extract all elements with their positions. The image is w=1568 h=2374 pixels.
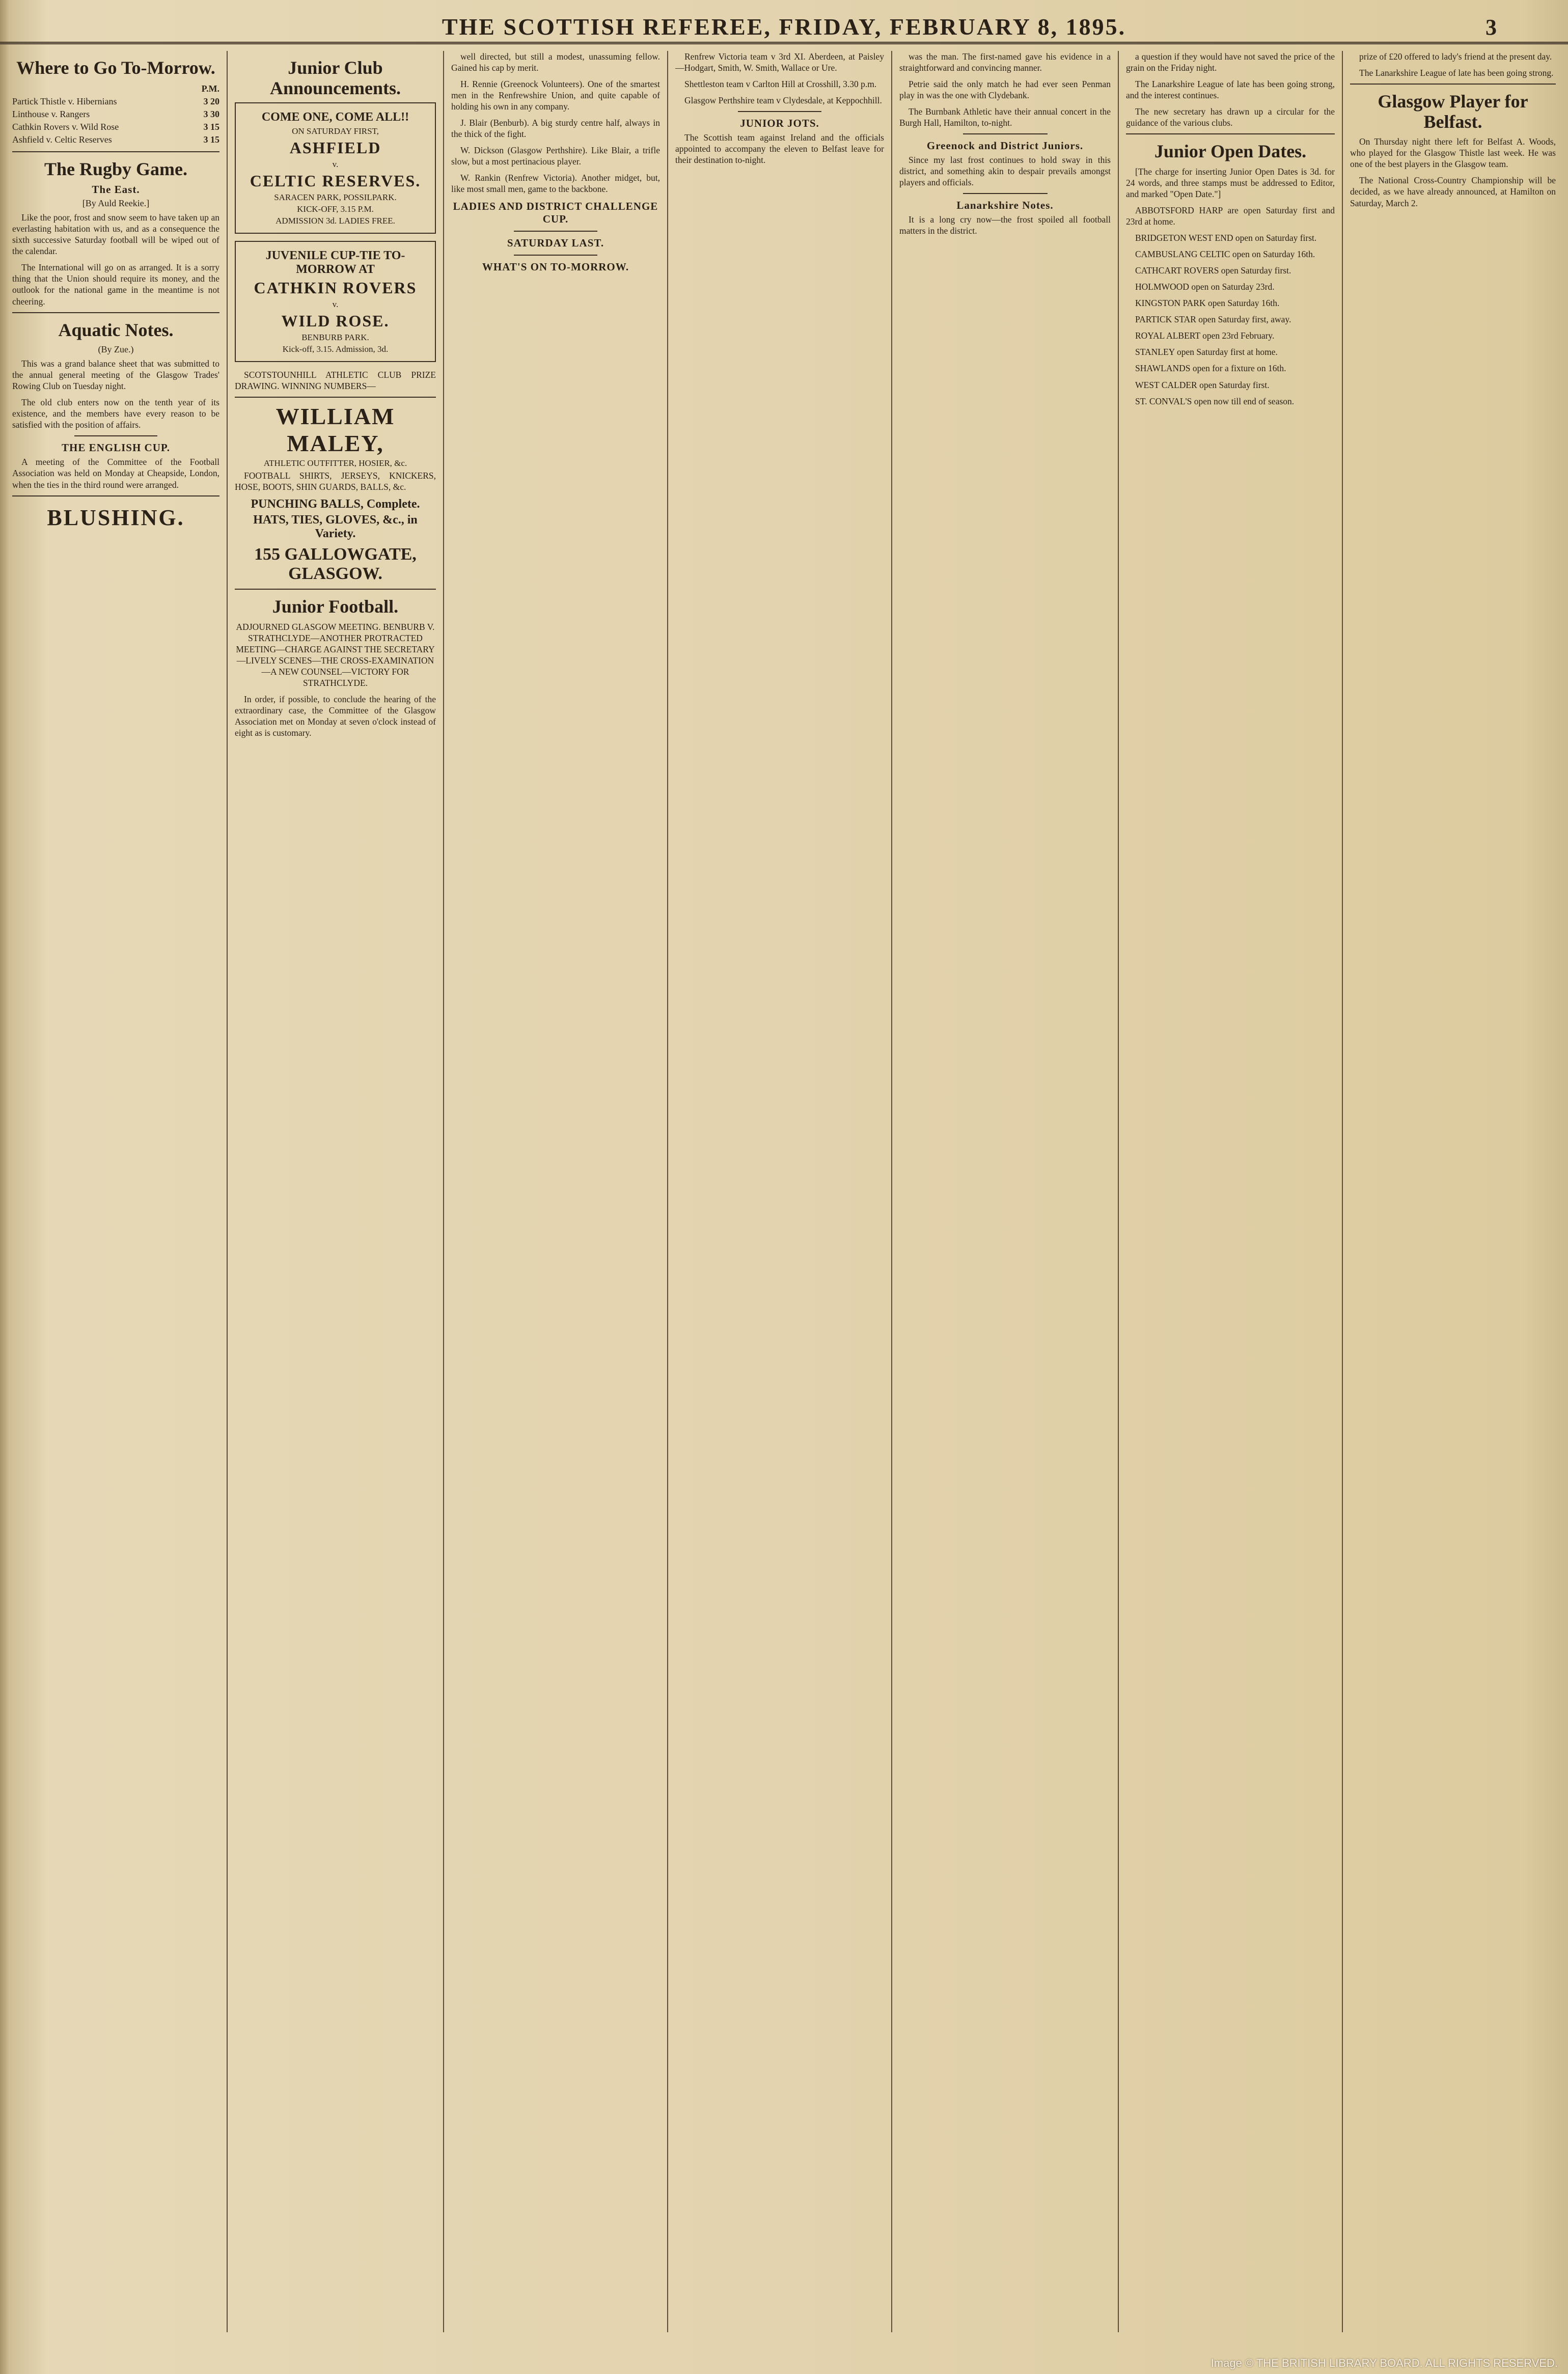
ashfield-advert: COME ONE, COME ALL!! ON SATURDAY FIRST, ASHFIELD v. CELTIC RESERVES. SARACEN PARK, POSSILPARK. KICK-OFF, 3.15 P.M. ADMISSION 3d. LADIES FREE. — [235, 102, 436, 234]
cathkin-rovers-advert: JUVENILE CUP-TIE TO-MORROW AT CATHKIN ROVERS v. WILD ROSE. BENBURB PARK. Kick-off, 3.15. Admission, 3d. — [235, 241, 436, 362]
section-subheading: WHAT'S ON TO-MORROW. — [482, 260, 629, 273]
open-date-entry: PARTICK STAR open Saturday first, away. — [1135, 314, 1291, 325]
article-paragraph: The Burnbank Athletic have their annual concert in the Burgh Hall, Hamilton, to-night. — [899, 106, 1111, 128]
divider — [738, 111, 821, 112]
article-paragraph: The new secretary has drawn up a circular for the guidance of the various clubs. — [1126, 106, 1335, 128]
scotstounhill-notice: SCOTSTOUNHILL ATHLETIC CLUB PRIZE DRAWING. WINNING NUMBERS— — [235, 370, 436, 392]
column-6 — [1118, 51, 1342, 2332]
divider — [514, 231, 597, 232]
open-dates-heading: Junior Open Dates. — [1154, 141, 1307, 162]
maley-items: FOOTBALL SHIRTS, JERSEYS, KNICKERS, HOSE, BOOTS, SHIN GUARDS, BALLS, &c. — [235, 471, 436, 492]
article-paragraph: On Thursday night there left for Belfast A. Woods, who played for the Glasgow Thistle last week. He was one of the best players in the Glasgow team. — [1350, 136, 1556, 170]
masthead-title: THE SCOTTISH REFEREE, FRIDAY, FEBRUARY 8, 1895. — [442, 14, 1126, 40]
rugby-heading: The Rugby Game. — [44, 158, 188, 179]
article-paragraph: W. Rankin (Renfrew Victoria). Another midget, but, like most small men, game to the backbone. — [451, 173, 660, 195]
column-1 — [5, 51, 227, 2332]
divider — [1350, 84, 1556, 85]
open-date-entry: HOLMWOOD open on Saturday 23rd. — [1135, 282, 1275, 292]
article-paragraph: Glasgow Perthshire team v Clydesdale, at Keppochhill. — [684, 95, 882, 106]
divider — [12, 312, 219, 313]
open-date-entry: BRIDGETON WEST END open on Saturday first. — [1135, 233, 1317, 243]
divider — [12, 495, 219, 496]
open-dates-note: [The charge for inserting Junior Open Dates is 3d. for 24 words, and three stamps must be addressed to Editor, and marked "Open Date."] — [1126, 166, 1335, 199]
article-paragraph: H. Rennie (Greenock Volunteers). One of the smartest men in the Renfrewshire Union, and quite capable of holding his own in any company. — [451, 79, 660, 112]
column-5 — [891, 51, 1118, 2332]
article-paragraph: prize of £20 offered to lady's friend at the present day. — [1359, 51, 1552, 62]
fixtures-table — [12, 82, 219, 146]
fixture-row: Linthouse v. Rangers 3 30 — [12, 108, 219, 119]
article-paragraph: Since my last frost continues to hold sway in this district, and something akin to despair prevails amongst players and officials. — [899, 155, 1111, 188]
open-date-entry: ABBOTSFORD HARP are open Saturday first and 23rd at home. — [1126, 205, 1335, 227]
fixture-row: Partick Thistle v. Hibernians 3 20 — [12, 96, 219, 106]
rugby-subheading: The East. — [92, 183, 140, 196]
open-date-entry: KINGSTON PARK open Saturday 16th. — [1135, 298, 1280, 309]
lanarkshire-heading: Lanarkshire Notes. — [956, 199, 1054, 212]
maley-punching: PUNCHING BALLS, Complete. — [251, 498, 420, 511]
open-date-entry: ROYAL ALBERT open 23rd February. — [1135, 330, 1275, 341]
column-2 — [227, 51, 443, 2332]
rugby-byline: [By Auld Reekie.] — [82, 198, 150, 209]
article-paragraph: J. Blair (Benburb). A big sturdy centre half, always in the thick of the fight. — [451, 118, 660, 140]
section-subheading: LADIES AND DISTRICT CHALLENGE CUP. — [453, 200, 658, 225]
maley-address: 155 GALLOWGATE, GLASGOW. — [254, 545, 417, 584]
article-paragraph: The Lanarkshire League of late has been going strong, and the interest continues. — [1126, 79, 1335, 101]
article-paragraph: was the man. The first-named gave his evidence in a straightforward and convincing manner. — [899, 51, 1111, 73]
junior-football-heading: Junior Football. — [272, 596, 399, 617]
article-paragraph: This was a grand balance sheet that was submitted to the annual general meeting of the Glasgow Trades' Rowing Club on Tuesday night. — [12, 358, 219, 392]
where-to-go-heading: Where to Go To-Morrow. — [16, 58, 215, 78]
open-date-entry: STANLEY open Saturday first at home. — [1135, 347, 1278, 357]
divider — [12, 151, 219, 152]
article-paragraph: The International will go on as arranged. It is a sorry thing that the Union should require its money, and the outlook for the national game in the meantime is not cheering. — [12, 262, 219, 307]
column-7 — [1342, 51, 1563, 2332]
article-paragraph: The Lanarkshire League of late has been going strong. — [1359, 68, 1554, 78]
article-paragraph: W. Dickson (Glasgow Perthshire). Like Blair, a trifle slow, but a most pertinacious player. — [451, 145, 660, 167]
masthead — [0, 9, 1568, 44]
article-paragraph: The National Cross-Country Championship will be decided, as we have already announced, at Hamilton on Saturday, March 2. — [1350, 175, 1556, 208]
open-date-entry: CATHCART ROVERS open Saturday first. — [1135, 265, 1291, 276]
open-date-entry: ST. CONVAL'S open now till end of season. — [1135, 396, 1295, 406]
junior-jots-heading: JUNIOR JOTS. — [740, 117, 819, 130]
divider — [963, 133, 1048, 134]
divider — [235, 397, 436, 398]
aquatic-heading: Aquatic Notes. — [58, 319, 174, 340]
maley-other: HATS, TIES, GLOVES, &c., in Variety. — [253, 513, 418, 541]
maley-advert-name: WILLIAM MALEY, — [276, 403, 395, 457]
page-number: 3 — [1486, 15, 1497, 40]
article-paragraph: It is a long cry now—the frost spoiled all football matters in the district. — [899, 214, 1111, 236]
open-date-entry: CAMBUSLANG CELTIC open on Saturday 16th. — [1135, 249, 1315, 260]
image-credit: Image © THE BRITISH LIBRARY BOARD. ALL RIGHTS RESERVED. — [1211, 2357, 1558, 2369]
article-paragraph: well directed, but still a modest, unassuming fellow. Gained his cap by merit. — [451, 51, 660, 73]
article-paragraph: A meeting of the Committee of the Football Association was held on Monday at Cheapside, London, when the ties in the third round were arranged. — [12, 457, 219, 490]
fixture-row: Cathkin Rovers v. Wild Rose 3 15 — [12, 121, 219, 132]
column-4 — [667, 51, 891, 2332]
divider — [963, 193, 1048, 194]
divider — [74, 435, 157, 436]
aquatic-byline: (By Zue.) — [98, 344, 134, 355]
article-paragraph: The Scottish team against Ireland and the officials appointed to accompany the eleven to Belfast leave for their destination to-night. — [675, 132, 884, 165]
article-paragraph: a question if they would have not saved the price of the grain on the Friday night. — [1126, 51, 1335, 73]
article-paragraph: Like the poor, frost and snow seem to have taken up an everlasting habitation with us, and as a consequence the sixth successive Saturday football will be wiped out of the calendar. — [12, 212, 219, 257]
divider — [1126, 133, 1335, 134]
open-date-entry: SHAWLANDS open for a fixture on 16th. — [1135, 363, 1286, 374]
article-paragraph: Petrie said the only match he had ever seen Penman play in was the one with Clydebank. — [899, 79, 1111, 101]
divider — [514, 255, 597, 256]
article-paragraph: The old club enters now on the tenth year of its existence, and the members have every reason to be satisfied with the position of affairs. — [12, 397, 219, 430]
junior-announcements-heading: Junior Club Announcements. — [269, 58, 401, 98]
blushing-ad-heading: BLUSHING. — [47, 505, 185, 530]
greenock-heading: Greenock and District Juniors. — [926, 140, 1084, 152]
section-subheading: SATURDAY LAST. — [507, 236, 604, 249]
glasgow-player-heading: Glasgow Player for Belfast. — [1378, 91, 1528, 132]
english-cup-heading: THE ENGLISH CUP. — [61, 441, 171, 454]
maley-tagline: ATHLETIC OUTFITTER, HOSIER, &c. — [263, 458, 407, 468]
open-date-entry: WEST CALDER open Saturday first. — [1135, 379, 1270, 390]
column-3 — [443, 51, 667, 2332]
article-paragraph: Renfrew Victoria team v 3rd XI. Aberdeen, at Paisley—Hodgart, Smith, W. Smith, Wallace or Ure. — [675, 51, 884, 73]
junior-football-subtitle: ADJOURNED GLASGOW MEETING. BENBURB V. STRATHCLYDE—ANOTHER PROTRACTED MEETING—CHARGE AGAINST THE SECRETARY—LIVELY SCENES—THE CROSS-EXAMINATION—A NEW COUNSEL—VICTORY FOR STRATHCLYDE. — [236, 621, 435, 688]
article-paragraph: In order, if possible, to conclude the hearing of the extraordinary case, the Committee of the Glasgow Association met on Monday at seven o'clock instead of eight as is customary. — [235, 694, 436, 738]
fixture-row: Ashfield v. Celtic Reserves 3 15 — [12, 134, 219, 145]
divider — [235, 589, 436, 590]
article-paragraph: Shettleston team v Carlton Hill at Crosshill, 3.30 p.m. — [684, 79, 877, 90]
fixtures-time-header: P.M. — [201, 83, 219, 94]
